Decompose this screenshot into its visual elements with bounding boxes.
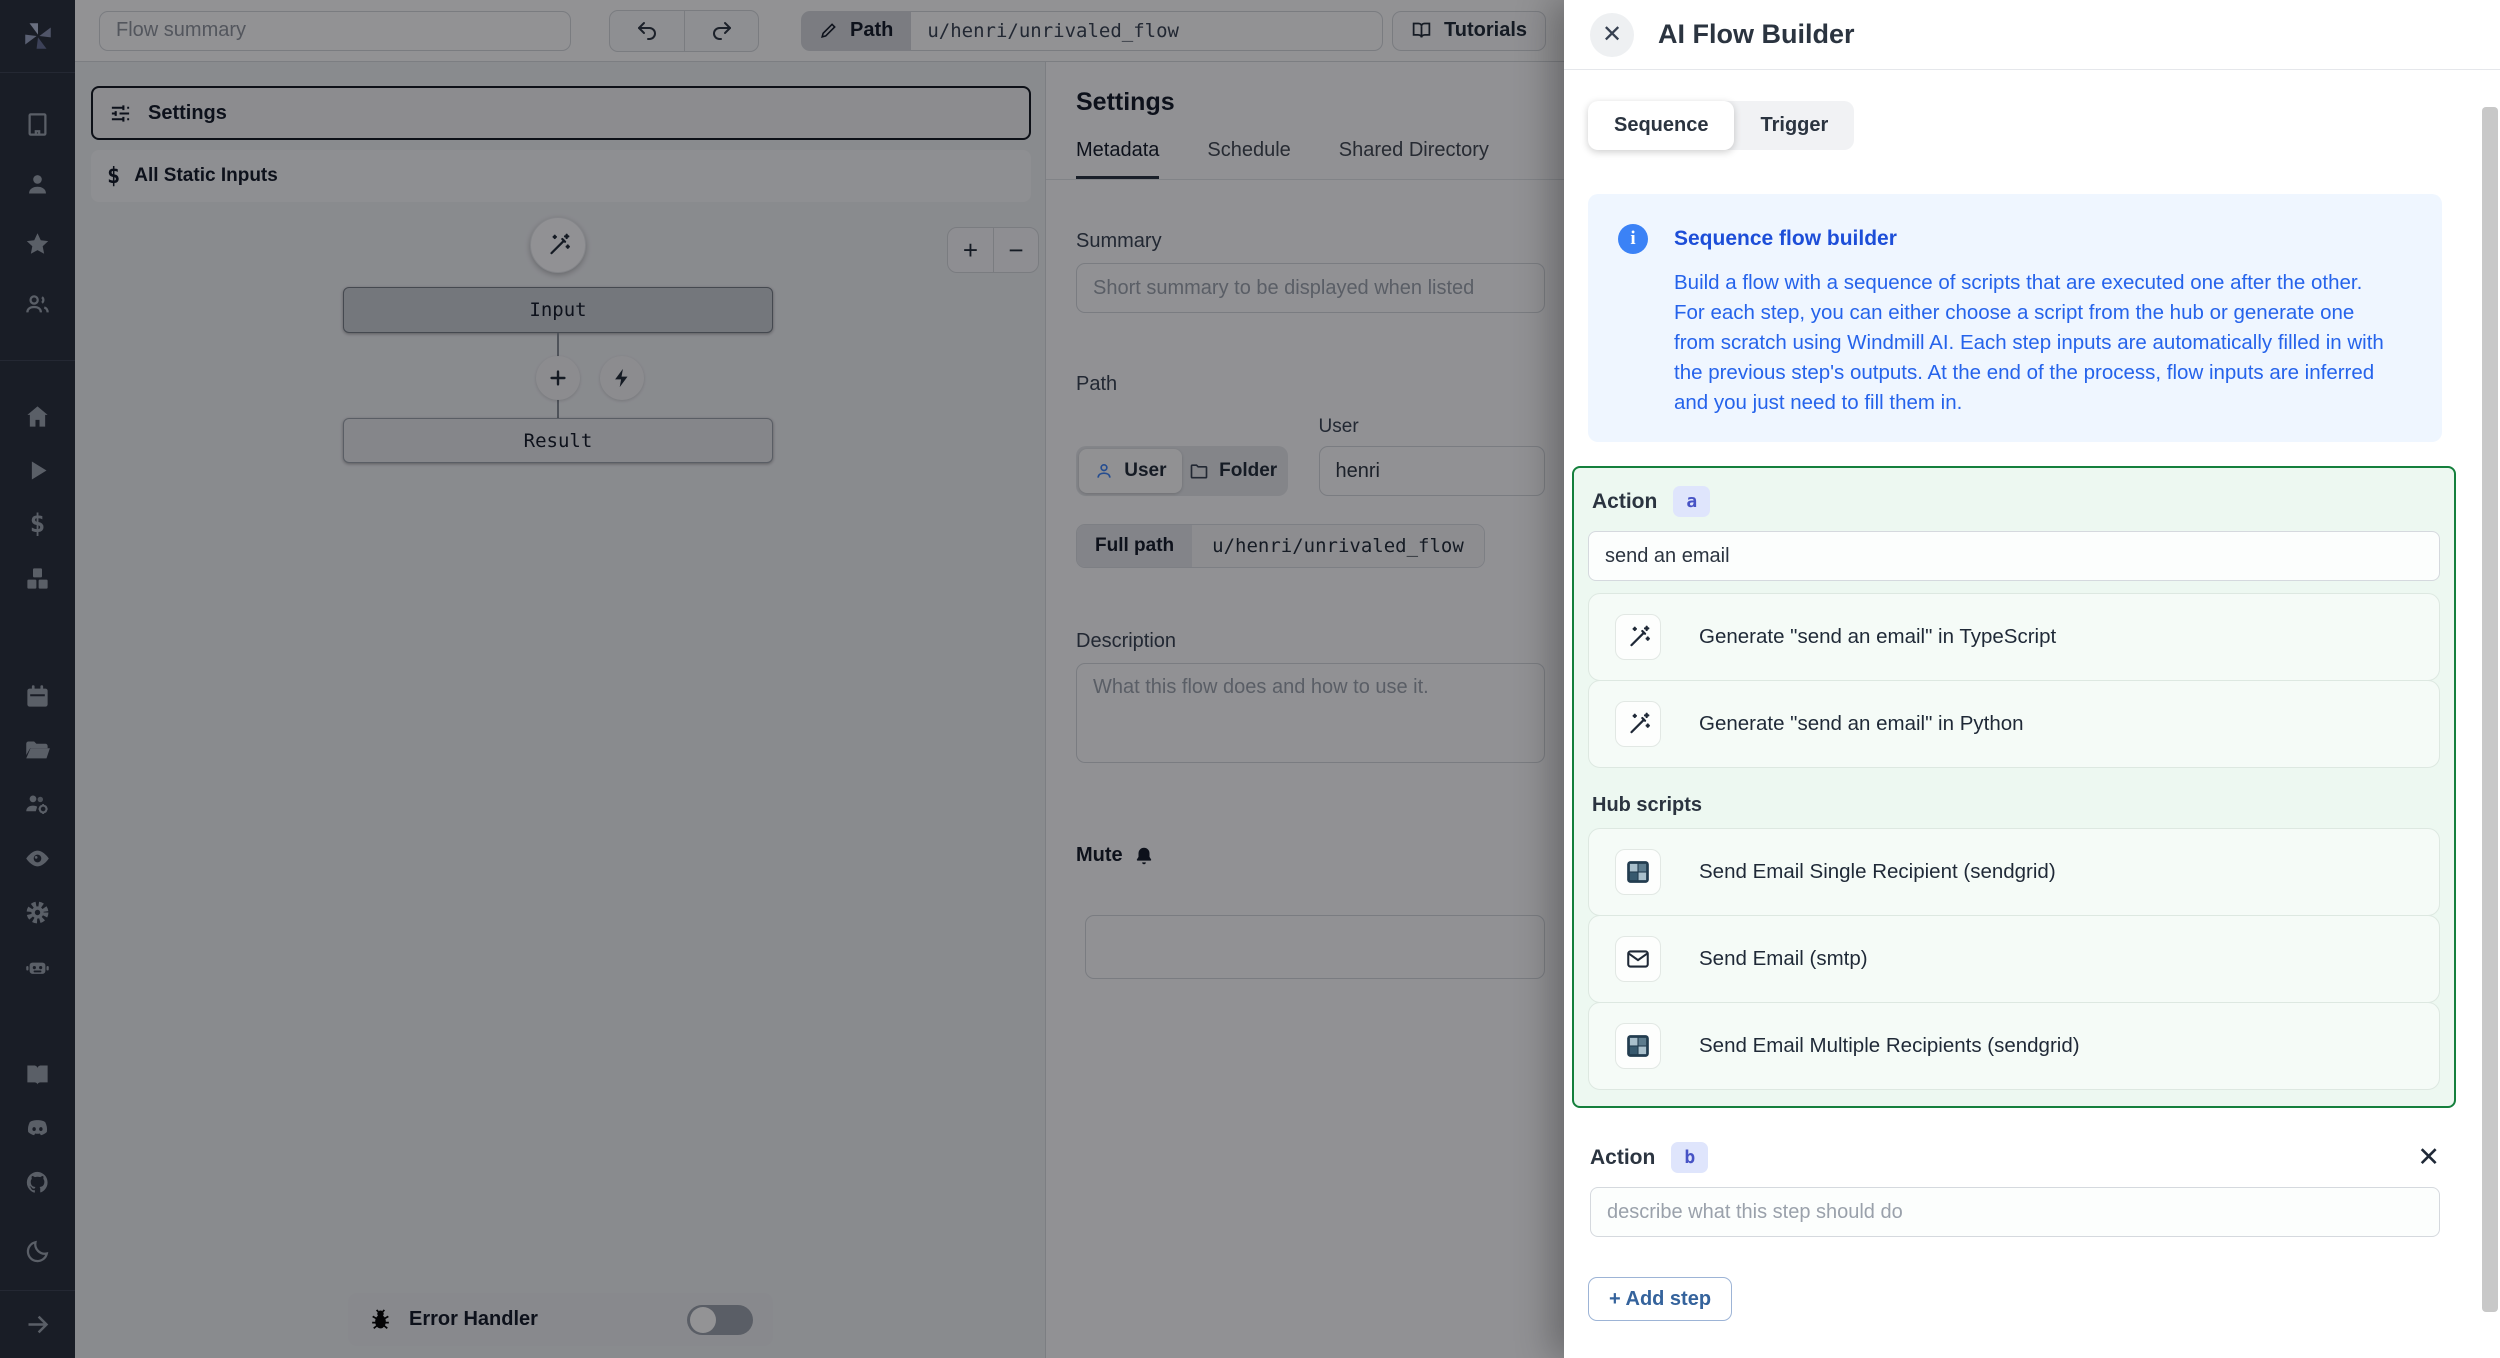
zoom-out-button[interactable]: − bbox=[993, 228, 1038, 272]
mute-label: Mute bbox=[1076, 844, 1123, 866]
hub-scripts-header: Hub scripts bbox=[1592, 794, 1703, 816]
remove-step-b-button[interactable] bbox=[2417, 1144, 2440, 1171]
wand-sparkles-icon bbox=[1615, 614, 1661, 660]
step-a-query-input[interactable] bbox=[1588, 531, 2440, 581]
email-icon bbox=[1615, 936, 1661, 982]
generate-options-list bbox=[1588, 593, 2440, 768]
info-title: Sequence flow builder bbox=[1674, 227, 1897, 250]
close-icon: ✕ bbox=[2417, 1142, 2440, 1172]
settings-panel-title: Settings bbox=[1076, 88, 1175, 116]
flow-settings-label: Settings bbox=[148, 101, 227, 124]
hub-script-item[interactable] bbox=[1588, 915, 2440, 1003]
generate-typescript-option[interactable] bbox=[1588, 593, 2440, 681]
hub-script-item[interactable] bbox=[1588, 828, 2440, 916]
hub-script-item[interactable] bbox=[1588, 1002, 2440, 1090]
tab-schedule[interactable]: Schedule bbox=[1207, 139, 1291, 161]
tutorials-button[interactable]: Tutorials bbox=[1392, 11, 1546, 51]
tab-sequence[interactable]: Sequence bbox=[1588, 101, 1734, 150]
ai-panel-title: AI Flow Builder bbox=[1658, 19, 1855, 49]
step-b-id-badge: b bbox=[1671, 1142, 1708, 1173]
ai-step-a bbox=[1572, 466, 2456, 1108]
tab-metadata[interactable]: Metadata bbox=[1076, 139, 1159, 179]
owner-user-label: User bbox=[1318, 416, 1359, 437]
step-b-query-input[interactable] bbox=[1590, 1187, 2440, 1237]
description-label: Description bbox=[1076, 630, 1177, 652]
dollar-icon: $ bbox=[107, 163, 121, 189]
result-node-label: Result bbox=[523, 429, 593, 452]
step-b-label: Action bbox=[1590, 1145, 1656, 1169]
error-handler-label: Error Handler bbox=[409, 1308, 538, 1330]
sendgrid-icon bbox=[1615, 1023, 1661, 1069]
tab-shared-directory[interactable]: Shared Directory bbox=[1338, 139, 1489, 161]
generate-python-option[interactable] bbox=[1588, 680, 2440, 768]
dollar-icon: $ bbox=[29, 509, 46, 539]
generate-typescript-label: Generate "send an email" in TypeScript bbox=[1699, 625, 2057, 648]
scrollbar-thumb[interactable] bbox=[2482, 107, 2498, 1312]
path-button[interactable]: Path bbox=[801, 11, 911, 51]
zoom-in-button[interactable]: + bbox=[948, 228, 993, 272]
tab-trigger[interactable]: Trigger bbox=[1760, 114, 1829, 136]
info-icon: i bbox=[1618, 224, 1648, 254]
panel-scrollbar bbox=[2480, 71, 2500, 1358]
hub-scripts-list bbox=[1588, 828, 2440, 1090]
ai-step-b bbox=[1588, 1142, 2442, 1237]
info-head bbox=[1618, 224, 2412, 254]
close-icon: ✕ bbox=[1601, 21, 1623, 48]
sequence-info-box bbox=[1588, 194, 2442, 442]
ai-panel-header bbox=[1564, 0, 2500, 70]
ai-panel-body bbox=[1564, 71, 2480, 1358]
ai-mode-tabs bbox=[1588, 101, 1854, 150]
hub-script-label: Send Email (smtp) bbox=[1699, 947, 1868, 970]
info-body: Build a flow with a sequence of scripts that are executed one after the other. For each step, you can either choose a script from the hub or generate one from scratch using Windmill AI. Each step inputs are automatically filled in with the previous step's outputs. At the end of the process, flow inputs are inferred and you just need to fill them in. bbox=[1674, 271, 2384, 414]
sendgrid-icon bbox=[1615, 849, 1661, 895]
wand-sparkles-icon bbox=[1615, 701, 1661, 747]
summary-label: Summary bbox=[1076, 230, 1162, 252]
step-b-label-row bbox=[1590, 1142, 2440, 1173]
step-a-label-row bbox=[1588, 482, 2440, 517]
owner-kind-user[interactable]: User bbox=[1079, 449, 1182, 493]
step-a-label: Action bbox=[1592, 489, 1658, 513]
ai-flow-builder-panel bbox=[1564, 0, 2500, 1358]
hub-script-label: Send Email Single Recipient (sendgrid) bbox=[1699, 860, 2056, 883]
path-label: Path bbox=[1076, 373, 1118, 395]
full-path-label: Full path bbox=[1077, 525, 1192, 567]
close-panel-button[interactable] bbox=[1590, 13, 1634, 57]
input-node-label: Input bbox=[529, 299, 587, 321]
step-a-id-badge: a bbox=[1673, 486, 1710, 517]
all-static-inputs-label: All Static Inputs bbox=[134, 165, 278, 186]
full-path-value: u/henri/unrivaled_flow bbox=[1192, 525, 1484, 567]
generate-python-label: Generate "send an email" in Python bbox=[1699, 712, 2024, 735]
add-step-button[interactable]: + Add step bbox=[1588, 1277, 1732, 1321]
hub-script-label: Send Email Multiple Recipients (sendgrid) bbox=[1699, 1034, 2080, 1057]
owner-kind-folder[interactable]: Folder bbox=[1182, 449, 1285, 493]
